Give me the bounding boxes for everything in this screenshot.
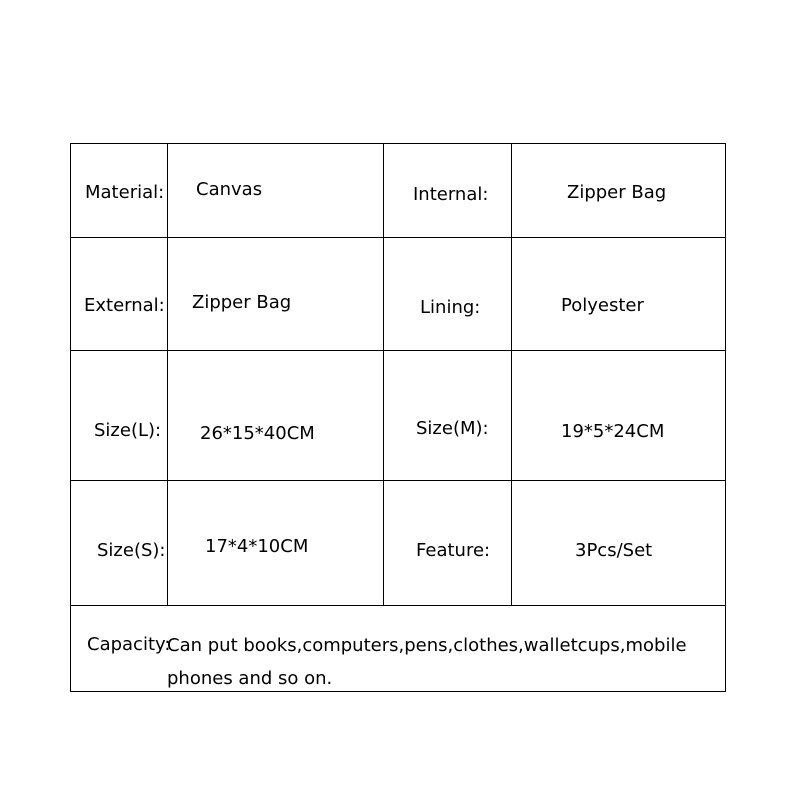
material-label: Material: (85, 182, 165, 203)
feature-value: 3Pcs/Set (575, 540, 653, 561)
row-divider (71, 480, 725, 481)
external-label: External: (84, 295, 165, 316)
spec-table (70, 143, 726, 692)
column-divider (511, 144, 512, 606)
row-divider (71, 350, 725, 351)
lining-value: Polyester (561, 295, 644, 316)
capacity-label: Capacity: (87, 634, 171, 655)
feature-label: Feature: (416, 540, 491, 561)
column-divider (167, 144, 168, 606)
row-divider (71, 605, 725, 606)
capacity-value: Can put books,computers,pens,clothes,walletcups,mobile phones and so on. (167, 635, 687, 689)
size-s-value: 17*4*10CM (205, 536, 309, 557)
size-m-value: 19*5*24CM (561, 421, 665, 442)
row-divider (71, 237, 725, 238)
internal-label: Internal: (413, 184, 489, 205)
lining-label: Lining: (420, 297, 481, 318)
size-l-value: 26*15*40CM (200, 423, 315, 444)
internal-value: Zipper Bag (567, 182, 667, 203)
material-value: Canvas (196, 179, 263, 200)
size-s-label: Size(S): (97, 540, 166, 561)
column-divider (383, 144, 384, 606)
external-value: Zipper Bag (192, 292, 292, 313)
size-l-label: Size(L): (94, 420, 162, 441)
size-m-label: Size(M): (416, 418, 489, 439)
